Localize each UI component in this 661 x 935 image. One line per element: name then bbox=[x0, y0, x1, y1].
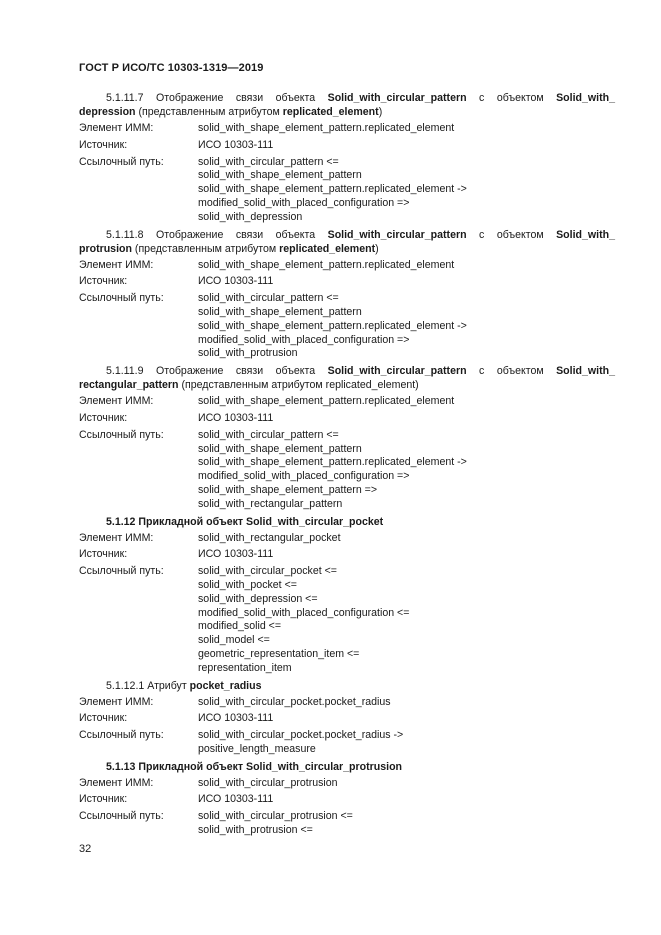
attribute-heading bbox=[79, 679, 615, 693]
bold-term: replicated_element bbox=[279, 242, 376, 255]
path-line: solid_with_circular_pattern <= bbox=[198, 428, 339, 441]
path-line: solid_with_depression <= bbox=[198, 592, 318, 605]
reference-path-row-label: Ссылочный путь: bbox=[79, 292, 164, 305]
reference-path-row-label: Ссылочный путь: bbox=[79, 428, 164, 441]
element-row bbox=[79, 122, 615, 136]
section bbox=[79, 364, 615, 514]
document-body bbox=[79, 91, 615, 841]
reference-path-row-value bbox=[198, 810, 615, 838]
section-title-line-1 bbox=[79, 228, 615, 242]
reference-path-row bbox=[79, 565, 615, 675]
text-run: 5.1.11.7 Отображение связи объекта bbox=[106, 92, 328, 104]
bold-term: Solid_with_circular_pattern bbox=[327, 228, 467, 241]
source-row-value bbox=[198, 139, 615, 153]
source-row-value bbox=[198, 793, 615, 807]
element-row-label: Элемент ИММ: bbox=[79, 531, 154, 544]
section-title-line-2 bbox=[79, 378, 615, 392]
bold-term: depression bbox=[79, 106, 136, 118]
reference-path-row bbox=[79, 810, 615, 838]
source-row-label: Источник: bbox=[79, 712, 128, 725]
section-title-line-2 bbox=[79, 105, 615, 119]
element-row-value bbox=[198, 532, 615, 546]
source-row bbox=[79, 712, 615, 726]
path-line: modified_solid_with_placed_configuration => bbox=[198, 470, 410, 483]
bold-term: Solid_with_ bbox=[556, 92, 615, 104]
bold-term: protrusion bbox=[79, 242, 132, 255]
path-line: ИСО 10303-111 bbox=[198, 548, 274, 561]
path-line: solid_with_shape_element_pattern.replicated_element bbox=[198, 258, 455, 271]
element-row bbox=[79, 696, 615, 710]
text-run: с объектом bbox=[466, 228, 557, 241]
text-run: (представленным атрибутом bbox=[135, 106, 283, 118]
element-row-value bbox=[198, 395, 615, 409]
element-row bbox=[79, 777, 615, 791]
element-row-label: Элемент ИММ: bbox=[79, 695, 154, 708]
page-number: 32 bbox=[79, 843, 92, 855]
path-line: solid_with_shape_element_pattern bbox=[198, 442, 362, 455]
element-row bbox=[79, 532, 615, 546]
element-row-label: Элемент ИММ: bbox=[79, 122, 154, 134]
text-run: с объектом bbox=[466, 365, 557, 378]
element-row-value bbox=[198, 777, 615, 791]
element-row-value bbox=[198, 122, 615, 136]
text-run: с объектом bbox=[466, 92, 557, 104]
element-row-value bbox=[198, 259, 615, 273]
source-row-label: Источник: bbox=[79, 275, 128, 288]
heading-text: 5.1.12 Прикладной объект Solid_with_circular_pocket bbox=[106, 515, 384, 528]
heading-text: 5.1.13 Прикладной объект Solid_with_circular_protrusion bbox=[106, 760, 403, 773]
path-line: ИСО 10303-111 bbox=[198, 275, 274, 288]
section-heading bbox=[79, 760, 615, 774]
path-line: solid_with_circular_pattern <= bbox=[198, 155, 339, 168]
source-row-value bbox=[198, 712, 615, 726]
text-run: ) bbox=[378, 106, 383, 118]
path-line: modified_solid_with_placed_configuration => bbox=[198, 333, 410, 346]
page-header: ГОСТ Р ИСО/ТС 10303-1319—2019 bbox=[79, 62, 264, 74]
path-line: solid_with_depression bbox=[198, 210, 303, 223]
path-line: solid_with_circular_pocket.pocket_radius -> bbox=[198, 729, 404, 742]
reference-path-row-value bbox=[198, 156, 615, 225]
bold-term: Solid_with_ bbox=[556, 228, 615, 241]
section-title-line-2 bbox=[79, 242, 615, 256]
reference-path-row-label: Ссылочный путь: bbox=[79, 565, 164, 578]
path-line: solid_with_circular_pattern <= bbox=[198, 292, 339, 305]
path-line: solid_with_rectangular_pattern bbox=[198, 497, 343, 510]
source-row bbox=[79, 139, 615, 153]
section bbox=[79, 91, 615, 228]
element-row-label: Элемент ИММ: bbox=[79, 258, 154, 271]
source-row-label: Источник: bbox=[79, 548, 128, 561]
text-run: ) bbox=[375, 242, 379, 255]
source-row-value bbox=[198, 548, 615, 562]
path-line: solid_with_shape_element_pattern => bbox=[198, 483, 378, 496]
bold-term: replicated_element bbox=[282, 106, 379, 118]
section bbox=[79, 679, 615, 760]
section bbox=[79, 228, 615, 365]
path-line: solid_with_circular_protrusion bbox=[198, 776, 338, 789]
path-line: solid_with_circular_pocket <= bbox=[198, 565, 337, 578]
source-row bbox=[79, 548, 615, 562]
path-line: ИСО 10303-111 bbox=[198, 793, 274, 806]
path-line: modified_solid <= bbox=[198, 620, 282, 633]
path-line: positive_length_measure bbox=[198, 742, 316, 755]
element-row-label: Элемент ИММ: bbox=[79, 395, 154, 408]
section-title-line-1 bbox=[79, 364, 615, 378]
section bbox=[79, 515, 615, 679]
source-row-value bbox=[198, 412, 615, 426]
path-line: modified_solid_with_placed_configuration => bbox=[198, 196, 410, 209]
reference-path-row-label: Ссылочный путь: bbox=[79, 810, 164, 823]
path-line: solid_model <= bbox=[198, 634, 270, 647]
reference-path-row-value bbox=[198, 565, 615, 675]
reference-path-row-value bbox=[198, 292, 615, 361]
section-title-line-1 bbox=[79, 91, 615, 105]
path-line: solid_with_pocket <= bbox=[198, 578, 297, 591]
source-row bbox=[79, 412, 615, 426]
bold-term: Solid_with_circular_pattern bbox=[327, 365, 467, 378]
path-line: geometric_representation_item <= bbox=[198, 647, 360, 660]
path-line: solid_with_shape_element_pattern.replicated_element bbox=[198, 122, 455, 134]
path-line: modified_solid_with_placed_configuration <= bbox=[198, 606, 410, 619]
spacer bbox=[79, 838, 615, 841]
bold-term: rectangular_pattern bbox=[79, 379, 179, 392]
path-line: solid_with_circular_pocket.pocket_radius bbox=[198, 695, 391, 708]
bold-term: Solid_with_circular_pattern bbox=[327, 92, 467, 104]
text-run: (представленным атрибутом bbox=[131, 242, 280, 255]
attribute-prefix: 5.1.12.1 Атрибут bbox=[106, 679, 190, 692]
section bbox=[79, 760, 615, 841]
source-row bbox=[79, 275, 615, 289]
text-run: (представленным атрибутом replicated_element) bbox=[178, 379, 419, 392]
reference-path-row-label: Ссылочный путь: bbox=[79, 155, 164, 168]
path-line: solid_with_protrusion bbox=[198, 347, 298, 360]
element-row bbox=[79, 395, 615, 409]
path-line: representation_item bbox=[198, 661, 292, 674]
path-line: ИСО 10303-111 bbox=[198, 138, 274, 151]
path-line: solid_with_protrusion <= bbox=[198, 824, 313, 837]
path-line: solid_with_shape_element_pattern bbox=[198, 169, 362, 182]
path-line: solid_with_shape_element_pattern.replicated_element -> bbox=[198, 183, 467, 196]
text-run: 5.1.11.9 Отображение связи объекта bbox=[106, 365, 328, 378]
reference-path-row bbox=[79, 429, 615, 512]
path-line: solid_with_shape_element_pattern bbox=[198, 305, 362, 318]
path-line: solid_with_shape_element_pattern.replicated_element bbox=[198, 395, 455, 408]
text-run: 5.1.11.8 Отображение связи объекта bbox=[106, 228, 328, 241]
reference-path-row bbox=[79, 156, 615, 225]
element-row-label: Элемент ИММ: bbox=[79, 776, 154, 789]
section-heading bbox=[79, 515, 615, 529]
source-row-label: Источник: bbox=[79, 793, 128, 806]
source-row-label: Источник: bbox=[79, 138, 128, 151]
source-row bbox=[79, 793, 615, 807]
path-line: ИСО 10303-111 bbox=[198, 411, 274, 424]
attribute-name: pocket_radius bbox=[189, 679, 262, 692]
element-row bbox=[79, 259, 615, 273]
source-row-label: Источник: bbox=[79, 411, 128, 424]
source-row-value bbox=[198, 275, 615, 289]
reference-path-row-value bbox=[198, 729, 615, 757]
path-line: solid_with_circular_protrusion <= bbox=[198, 810, 353, 823]
element-row-value bbox=[198, 696, 615, 710]
path-line: solid_with_shape_element_pattern.replicated_element -> bbox=[198, 319, 467, 332]
reference-path-row-label: Ссылочный путь: bbox=[79, 729, 164, 742]
reference-path-row bbox=[79, 292, 615, 361]
bold-term: Solid_with_ bbox=[556, 365, 615, 378]
reference-path-row-value bbox=[198, 429, 615, 512]
path-line: solid_with_rectangular_pocket bbox=[198, 531, 341, 544]
reference-path-row bbox=[79, 729, 615, 757]
path-line: solid_with_shape_element_pattern.replicated_element -> bbox=[198, 456, 467, 469]
path-line: ИСО 10303-111 bbox=[198, 712, 274, 725]
